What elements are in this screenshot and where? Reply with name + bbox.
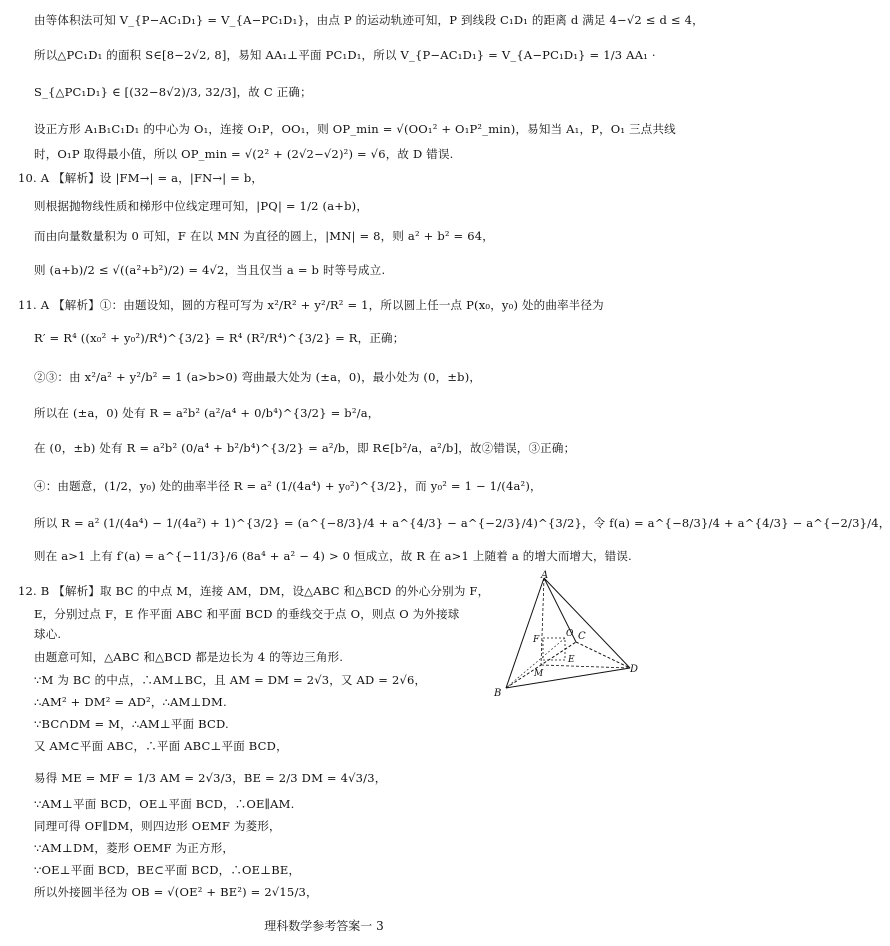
q12-line: ∵OE⊥平面 BCD，BE⊂平面 BCD，∴OE⊥BE， [34, 863, 301, 877]
q12-line: 由题意可知，△ABC 和△BCD 都是边长为 4 的等边三角形. [34, 650, 344, 664]
q12-line: 所以外接圆半径为 OB = √(OE² + BE²) = 2√15/3， [34, 885, 318, 899]
q12-line: ∴AM² + DM² = AD²，∴AM⊥DM. [34, 695, 227, 709]
q10-line: 则 (a+b)/2 ≤ √((a²+b²)/2) = 4√2，当且仅当 a = b 时等号成立. [34, 263, 386, 277]
label-o: O [566, 629, 574, 639]
q12-line: ∵AM⊥DM，菱形 OEMF 为正方形， [34, 841, 235, 855]
q11-line: 在 (0，±b) 处有 R = a²b² (0/a⁴ + b²/b⁴)^{3/2} = a²/b，即 R∈[b²/a，a²/b]，故②错误，③正确； [34, 441, 576, 455]
line-md [541, 665, 630, 668]
text-line: S_{△PC₁D₁} ∈ [(32−8√2)/3, 32/3]，故 C 正确； [34, 85, 312, 99]
label-f: F [533, 635, 540, 645]
label-e: E [568, 655, 575, 665]
label-b: B [494, 688, 502, 699]
label-m: M [534, 669, 544, 679]
q12-line: 12. B 【解析】取 BC 的中点 M，连接 AM，DM，设△ABC 和△BCD 的外心分别为 F， [18, 584, 490, 598]
text-line: 设正方形 A₁B₁C₁D₁ 的中心为 O₁，连接 O₁P，OO₁，则 OP_min = √(OO₁² + O₁P²_min)，易知当 A₁，P，O₁ 三点共线 [34, 122, 676, 136]
label-a: A [541, 570, 549, 581]
q11-line: 所以在 (±a，0) 处有 R = a²b² (a²/a⁴ + 0/b⁴)^{3/2} = b²/a， [34, 406, 380, 420]
q12-line: ∵BC∩DM = M，∴AM⊥平面 BCD. [34, 717, 229, 731]
q12-line: 球心. [34, 627, 62, 641]
tetrahedron-diagram [488, 572, 638, 702]
q12-line: E，分别过点 F，E 作平面 ABC 和平面 BCD 的垂线交于点 O，则点 O 为外接球 [34, 607, 460, 621]
edge-cd [576, 642, 630, 668]
q11-line: 则在 a>1 上有 f′(a) = a^{−11/3}/6 (8a⁴ + a² − 4) > 0 恒成立，故 R 在 a>1 上随着 a 的增大而增大，错误. [34, 549, 632, 563]
q11-line: R′ = R⁴ ((x₀² + y₀²)/R⁴)^{3/2} = R⁴ (R²/R⁴)^{3/2} = R，正确； [34, 331, 405, 345]
edge-bd [506, 668, 630, 688]
text-line: 所以△PC₁D₁ 的面积 S∈[8−2√2, 8]，易知 AA₁⊥平面 PC₁D₁，所以 V_{P−AC₁D₁} = V_{A−PC₁D₁} = 1/3 AA₁ · [34, 48, 656, 62]
page-footer: 理科数学参考答案一 3 [264, 919, 384, 933]
q10-line: 则根据抛物线性质和梯形中位线定理可知，|PQ| = 1/2 (a+b)， [34, 199, 369, 213]
text-line: 时，O₁P 取得最小值，所以 OP_min = √(2² + (2√2−√2)²) = √6，故 D 错误. [34, 147, 454, 161]
line-am [541, 578, 544, 665]
q12-line: 同理可得 OF∥DM，则四边形 OEMF 为菱形， [34, 819, 281, 833]
text-line: 由等体积法可知 V_{P−AC₁D₁} = V_{A−PC₁D₁}，由点 P 的运动轨迹可知，P 到线段 C₁D₁ 的距离 d 满足 4−√2 ≤ d ≤ 4， [34, 13, 704, 27]
q11-line: ②③：由 x²/a² + y²/b² = 1 (a>b>0) 弯曲最大处为 (±a，0)，最小处为 (0，±b)， [34, 370, 482, 384]
label-c: C [578, 631, 586, 642]
q11-line: 11. A 【解析】①：由题设知，圆的方程可写为 x²/R² + y²/R² = 1，所以圆上任一点 P(x₀，y₀) 处的曲率半径为 [18, 298, 604, 312]
q11-line: ④：由题意，(1/2，y₀) 处的曲率半径 R = a² (1/(4a⁴) + y₀²)^{3/2}，而 y₀² = 1 − 1/(4a²)， [34, 479, 542, 493]
q12-line: 易得 ME = MF = 1/3 AM = 2√3/3，BE = 2/3 DM = 4√3/3， [34, 771, 387, 785]
q11-line: 所以 R = a² (1/(4a⁴) − 1/(4a²) + 1)^{3/2} = (a^{−8/3}/4 + a^{4/3} − a^{−2/3}/4)^{3/2}，令 f(a) = a^{−8/3}/4 + a^{4/3} − a^{−2/3}/4， [34, 516, 890, 530]
q12-line: ∵AM⊥平面 BCD，OE⊥平面 BCD，∴OE∥AM. [34, 797, 295, 811]
q10-line: 而由向量数量积为 0 可知，F 在以 MN 为直径的圆上，|MN| = 8，则 a² + b² = 64， [34, 229, 494, 243]
q12-line: ∵M 为 BC 的中点，∴AM⊥BC，且 AM = DM = 2√3，又 AD = 2√6， [34, 673, 427, 687]
q12-line: 又 AM⊂平面 ABC，∴平面 ABC⊥平面 BCD， [34, 739, 288, 753]
q10-line: 10. A 【解析】设 |FM→| = a，|FN→| = b， [18, 171, 264, 185]
label-d: D [630, 664, 639, 675]
